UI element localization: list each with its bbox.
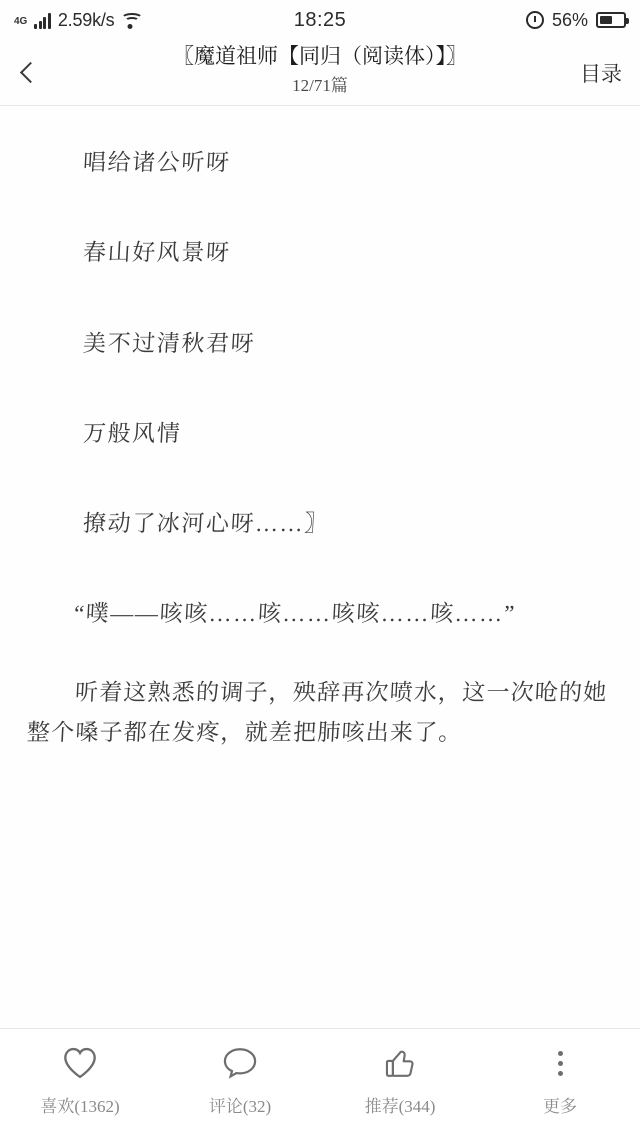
recommend-button[interactable] — [320, 1043, 480, 1117]
paragraph: 万般风情 — [82, 420, 183, 446]
status-bar — [0, 0, 640, 40]
more-dots-icon — [558, 1043, 563, 1083]
recommend-label: 推荐(344) — [364, 1097, 436, 1116]
heart-icon — [61, 1043, 99, 1083]
app-header — [0, 40, 640, 106]
network-type-label: 4G — [14, 15, 28, 27]
page-title: 〖魔道祖师【同归（阅读体）】〗 — [173, 44, 467, 68]
comment-icon — [222, 1043, 258, 1083]
paragraph: 撩动了冰河心呀……〗 — [82, 511, 330, 536]
status-bar-right — [526, 10, 626, 31]
bottom-action-bar — [0, 1028, 640, 1138]
header-title-wrap — [80, 42, 560, 96]
back-button[interactable] — [18, 49, 58, 97]
like-label: 喜欢(1362) — [40, 1097, 120, 1116]
like-button[interactable] — [0, 1043, 160, 1117]
alarm-clock-icon — [526, 11, 544, 29]
network-speed-label: 2.59k/s — [57, 9, 115, 30]
catalog-button[interactable]: 目录 — [580, 61, 622, 86]
more-button[interactable] — [480, 1043, 640, 1117]
paragraph: 美不过清秋君呀 — [82, 330, 256, 356]
back-chevron-icon — [20, 62, 41, 83]
comment-label: 评论(32) — [208, 1097, 272, 1116]
reader-content[interactable] — [0, 106, 640, 1028]
comment-button[interactable] — [160, 1043, 320, 1117]
battery-percent-label: 56% — [551, 9, 588, 30]
paragraph: 唱给诸公听呀 — [82, 150, 232, 175]
chapter-progress: 12/71篇 — [292, 76, 348, 96]
thumbs-up-icon — [382, 1043, 418, 1083]
battery-icon — [596, 12, 626, 28]
paragraph: 春山好风景呀 — [82, 240, 232, 266]
status-bar-clock: 18:25 — [293, 8, 347, 31]
more-label: 更多 — [543, 1097, 577, 1116]
paragraph: 听着这熟悉的调子，殃辞再次喷水，这一次呛的她整个嗓子都在发疼，就差把肺咳出来了。 — [26, 679, 609, 745]
paragraph: “噗——咳咳……咳……咳咳……咳……” — [73, 601, 517, 627]
